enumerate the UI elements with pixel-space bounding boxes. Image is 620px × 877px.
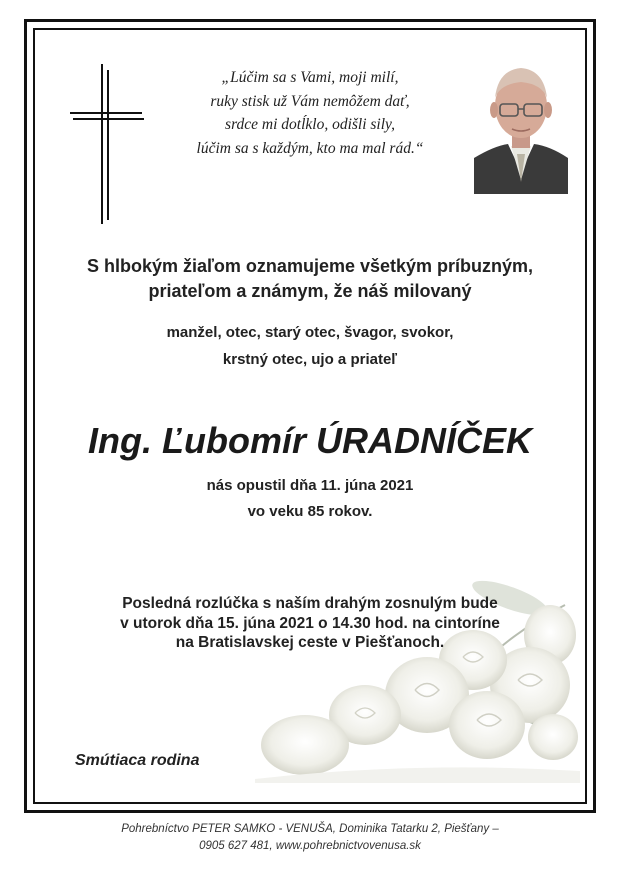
poem-line: „Lúčim sa s Vami, moji milí, (221, 69, 399, 86)
relations-line: manžel, otec, starý otec, švagor, svokor, (166, 324, 454, 341)
relations-text (40, 319, 580, 373)
funeral-line: v utorok dňa 15. júna 2021 o 14.30 hod. na cintoríne (120, 614, 500, 632)
cross-icon (70, 64, 144, 224)
death-details (40, 473, 580, 525)
intro-text (40, 254, 580, 304)
death-date-line: nás opustil dňa 11. júna 2021 (206, 477, 414, 494)
relations-line: krstný otec, ujo a priateľ (222, 351, 398, 368)
poem-line: lúčim sa s každým, kto ma mal rád.“ (196, 139, 424, 157)
portrait-photo (474, 62, 568, 194)
memorial-poem (160, 66, 460, 160)
intro-line: priateľom a známym, že náš milovaný (148, 281, 472, 301)
intro-line: S hlbokým žiaľom oznamujeme všetkým príbuzným, (86, 256, 534, 276)
age-line: vo veku 85 rokov. (247, 503, 373, 520)
funeral-line: Posledná rozlúčka s naším drahým zosnulým bude (122, 595, 498, 612)
funeral-line: na Bratislavskej ceste v Piešťanoch. (175, 634, 445, 651)
footer-line: 0905 627 481, www.pohrebnictvovenusa.sk (199, 840, 421, 852)
poem-line: ruky stisk už Vám nemôžem dať, (210, 92, 410, 110)
funeral-info (40, 594, 580, 653)
funeral-home-footer (0, 821, 620, 855)
poem-line: srdce mi dotĺklo, odišli sily, (225, 116, 395, 133)
deceased-name: Ing. Ľubomír ÚRADNÍČEK (88, 420, 532, 461)
family-signature: Smútiaca rodina (75, 752, 200, 769)
footer-line: Pohrebníctvo PETER SAMKO - VENUŠA, Dominika Tatarku 2, Piešťany – (121, 823, 499, 835)
